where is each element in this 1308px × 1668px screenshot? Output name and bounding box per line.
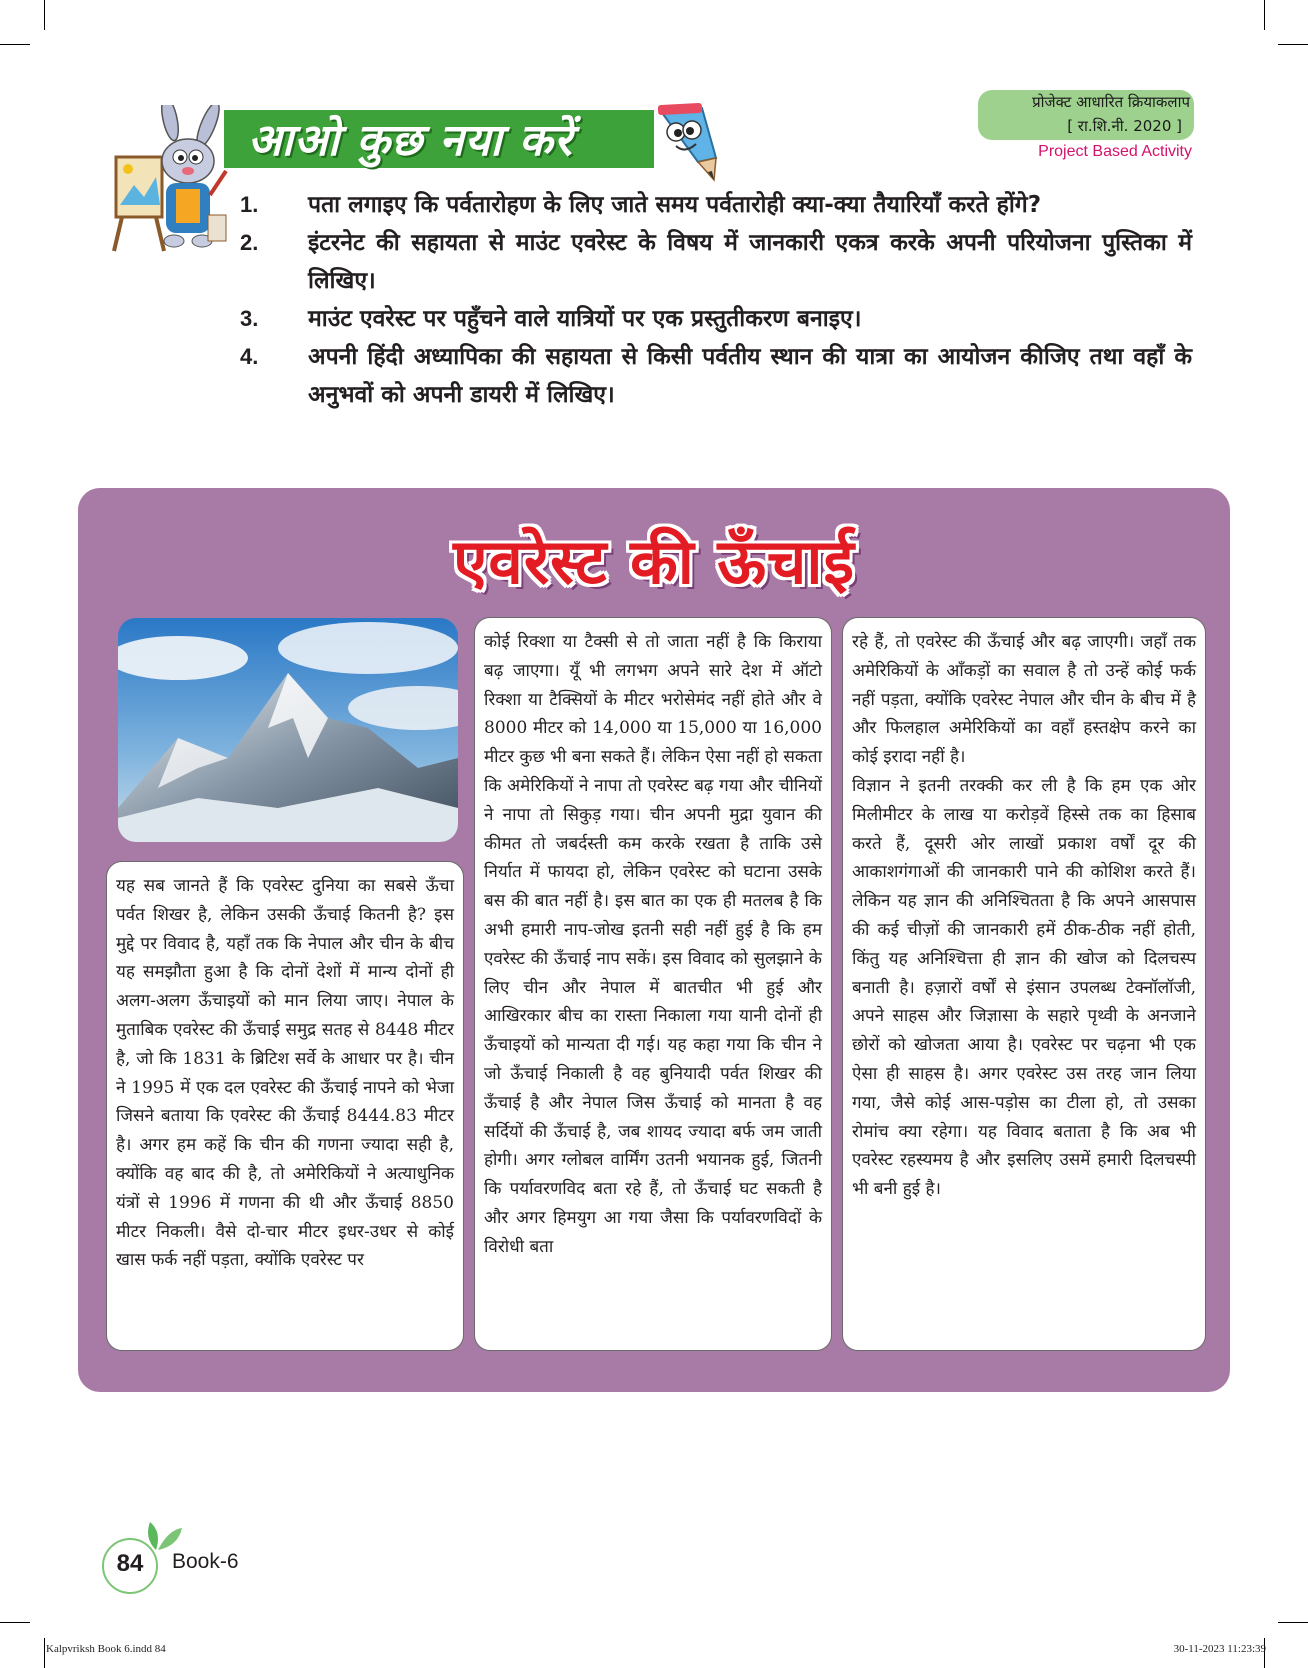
list-item [240, 186, 1192, 224]
crop-mark [1278, 1622, 1308, 1623]
list-item [240, 300, 1192, 338]
print-slug-file: Kalpvriksh Book 6.indd 84 [46, 1643, 166, 1655]
activity-number: 3. [240, 306, 259, 331]
project-tag-english: Project Based Activity [1038, 143, 1192, 160]
article-paragraph: विज्ञान ने इतनी तरक्की कर ली है कि हम एक ओर मिलीमीटर के लाख या करोड़वें हिस्से तक का हिसाब करते हैं, दूसरी ओर लाखों प्रकाश वर्षों दूर की आकाशगंगाओं की जानकारी पाने की कोशिश करते हैं। लेकिन यह ज्ञान की अनिश्चितता है कि अपने आसपास की कई चीज़ों की जानकारी हमें ठीक-ठीक नहीं होती, किंतु यह अनिश्चित्ता ही ज्ञान की खोज को दिलचस्प बनाती है। हज़ारों वर्षों से इंसान उपलब्ध टेक्नॉलॉजी, अपने साहस और जिज्ञासा के सहारे पृथ्वी के अनजाने छोरों को खोजता आया है। एवरेस्ट पर चढ़ना भी एक ऐसा ही साहस है। अगर एवरेस्ट उस तरह जान लिया गया, जैसे कोई आस-पड़ोस का टीला हो, तो उसका रोमांच क्या रहेगा। यह विवाद बताता है कि अब भी एवरेस्ट रहस्यमय है और इसलिए उसमें हमारी दिलचस्पी भी बनी हुई है। [852, 775, 1196, 1200]
activity-list [240, 186, 1192, 414]
article-column-3 [842, 617, 1206, 1351]
crop-mark [1278, 44, 1308, 45]
crop-mark [44, 0, 45, 30]
crop-mark [0, 44, 30, 45]
crop-mark [1264, 0, 1265, 30]
activity-text: माउंट एवरेस्ट पर पहुँचने वाले यात्रियों पर एक प्रस्तुतीकरण बनाइए। [308, 306, 862, 332]
bunny-painter-illustration [112, 105, 230, 253]
activity-text: इंटरनेट की सहायता से माउंट एवरेस्ट के विषय में जानकारी एकत्र करके अपनी परियोजना पुस्तिका में लिखिए। [308, 230, 1192, 294]
activity-number: 1. [240, 192, 259, 217]
list-item [240, 224, 1192, 300]
article-paragraph: कोई रिक्शा या टैक्सी से तो जाता नहीं है कि किराया बढ़ जाएगा। यूँ भी लगभग अपने सारे देश में ऑटो रिक्शा या टैक्सियों के मीटर भरोसेमंद नहीं होते और वे 8000 मीटर को 14,000 या 15,000 या 16,000 मीटर कुछ भी बना सकते हैं। लेकिन ऐसा नहीं हो सकता कि अमेरिकियों ने नापा तो एवरेस्ट बढ़ गया और चीनियों ने नापा तो सिकुड़ गया। चीन अपनी मुद्रा युवान की कीमत तो जबर्दस्ती कम करके रखता है ताकि उसे निर्यात में फायदा हो, लेकिन एवरेस्ट को घटाना उसके बस की बात नहीं है। इस बात का एक ही मतलब है कि अभी हमारी नाप-जोख इतनी सही नहीं हुई है कि हम एवरेस्ट की ऊँचाई नाप सकें। इस विवाद को सुलझाने के लिए चीन और नेपाल में बातचीत भी हुई और आखिरकार बीच का रास्ता निकाला गया यानी दोनों ही ऊँचाइयों को मान्यता दी गई। यह कहा गया कि चीन ने जो ऊँचाई निकाली है वह बुनियादी पर्वत शिखर की ऊँचाई है और नेपाल जिस ऊँचाई को मानता है वह सर्दियों की ऊँचाई है, जब शायद ज्यादा बर्फ जम जाती होगी। अगर ग्लोबल वार्मिंग उतनी भयानक हुई, जितनी कि पर्यावरणविद बता रहे हैं, तो ऊँचाई घट सकती है और अगर हिमयुग आ गया जैसा कि पर्यावरणविदों के विरोधी बता [484, 632, 822, 1257]
crop-mark [0, 1622, 30, 1623]
book-label: Book-6 [172, 1550, 239, 1573]
article-paragraph: यह सब जानते हैं कि एवरेस्ट दुनिया का सबसे ऊँचा पर्वत शिखर है, लेकिन उसकी ऊँचाई कितनी है? इस मुद्दे पर विवाद है, यहाँ तक कि नेपाल और चीन के बीच यह समझौता हुआ है कि दोनों देशों में मान्य दोनों ही अलग-अलग ऊँचाइयों को मान लिया जाए। नेपाल के मुताबिक एवरेस्ट की ऊँचाई समुद्र सतह से 8448 मीटर है, जो कि 1831 के ब्रिटिश सर्वे के आधार पर है। चीन ने 1995 में एक दल एवरेस्ट की ऊँचाई नापने को भेजा जिसने बताया कि एवरेस्ट की ऊँचाई 8444.83 मीटर है। अगर हम कहें कि चीन की गणना ज्यादा सही है, क्योंकि वह बाद की है, तो अमेरिकियों ने अत्याधुनिक यंत्रों से 1996 में गणना की थी और ऊँचाई 8850 मीटर निकली। वैसे दो-चार मीटर इधर-उधर से कोई खास फर्क नहीं पड़ता, क्योंकि एवरेस्ट पर [116, 876, 454, 1271]
article-paragraph: रहे हैं, तो एवरेस्ट की ऊँचाई और बढ़ जाएगी। जहाँ तक अमेरिकियों के आँकड़ों का सवाल है तो उन्हें कोई फर्क नहीं पड़ता, क्योंकि एवरेस्ट नेपाल और चीन के बीच में है और फिलहाल अमेरिकियों का वहाँ हस्तक्षेप करने का कोई इरादा नहीं है। [852, 632, 1196, 768]
activity-number: 4. [240, 344, 259, 369]
project-tag-title: प्रोजेक्ट आधारित क्रियाकलाप [1032, 93, 1190, 111]
print-slug-timestamp: 30-11-2023 11:23:39 [1173, 1643, 1266, 1655]
activity-text: अपनी हिंदी अध्यापिका की सहायता से किसी पर्वतीय स्थान की यात्रा का आयोजन कीजिए तथा वहाँ के अनुभवों को अपनी डायरी में लिखिए। [308, 344, 1192, 408]
reading-title: एवरेस्ट की ऊँचाई [453, 525, 855, 598]
banner-title: आओ कुछ नया करें [248, 115, 573, 166]
article-column-1 [106, 861, 464, 1351]
activity-number: 2. [240, 230, 259, 255]
everest-photo [118, 618, 458, 842]
page-number: 84 [116, 1550, 144, 1577]
list-item [240, 338, 1192, 414]
pencil-mascot-icon [650, 100, 722, 184]
crop-mark [44, 1638, 45, 1668]
activity-text: पता लगाइए कि पर्वतारोहण के लिए जाते समय पर्वतारोही क्या-क्या तैयारियाँ करते होंगे? [308, 192, 1042, 218]
article-column-2 [474, 617, 832, 1351]
project-tag-policy: [ रा.शि.नी. 2020 ] [1067, 117, 1182, 135]
